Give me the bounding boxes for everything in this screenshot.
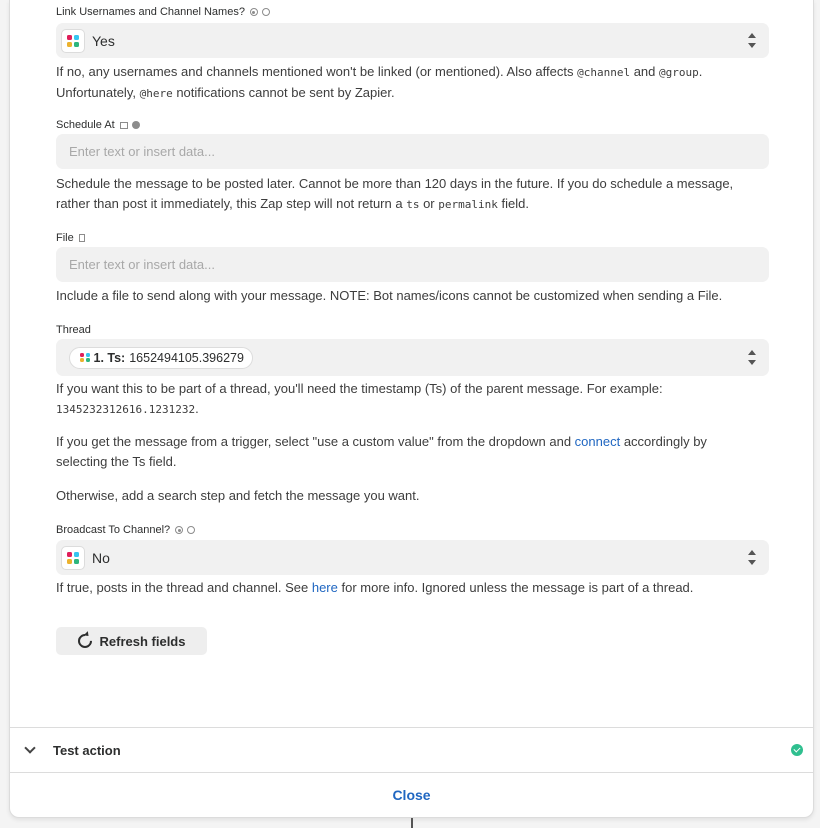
radio-icons (175, 526, 195, 534)
refresh-fields-button[interactable] (56, 627, 207, 655)
caret-updown-icon (748, 550, 756, 565)
refresh-icon (75, 631, 95, 651)
field-label-broadcast (56, 524, 195, 536)
calendar-icon (120, 122, 128, 129)
broadcast-select[interactable] (56, 540, 769, 575)
link-usernames-select[interactable] (56, 23, 769, 58)
radio-unselected-icon (187, 526, 195, 534)
radio-selected-icon (250, 8, 258, 16)
refresh-label: Refresh fields (99, 633, 186, 649)
thread-help-1: If you want this to be part of a thread, you'll need the timestamp (Ts) of the parent message. For example: 1345232312616.1231232. (56, 381, 663, 416)
slack-icon (80, 353, 90, 363)
field-label-schedule-at (56, 119, 140, 131)
radio-icons (250, 8, 270, 16)
here-link[interactable]: here (311, 580, 338, 595)
radio-selected-icon (175, 526, 183, 534)
pill-value: 1652494105.396279 (129, 350, 244, 365)
check-circle-icon (791, 744, 803, 756)
schedule-at-help: Schedule the message to be posted later. Cannot be more than 120 days in the future. If you do schedule a message, rather than post it immediately, this Zap step will not return a ts or permalink field. (56, 176, 734, 211)
input-placeholder: Enter text or insert data... (69, 144, 215, 159)
label-text: Broadcast To Channel? (56, 524, 171, 536)
radio-unselected-icon (262, 8, 270, 16)
action-panel (9, 0, 814, 818)
label-text: Schedule At (56, 119, 115, 131)
pill-label: 1. Ts: (93, 350, 126, 365)
thread-select[interactable] (56, 339, 769, 376)
thread-help-3: Otherwise, add a search step and fetch the message you want. (56, 488, 420, 503)
schedule-at-input[interactable] (56, 134, 769, 169)
field-label-file (56, 232, 85, 244)
input-placeholder: Enter text or insert data... (69, 257, 215, 272)
label-text: Thread (56, 324, 91, 336)
link-usernames-help: If no, any usernames and channels mentioned won't be linked (or mentioned). Also affects @channel and @group. Unfortunately, @here notifications cannot be sent by Zapier. (56, 64, 703, 100)
field-label-link-usernames (56, 6, 270, 18)
file-icon (79, 234, 85, 242)
test-action-label: Test action (53, 742, 121, 758)
broadcast-help: If true, posts in the thread and channel. See here for more info. Ignored unless the message is part of a thread. (56, 580, 694, 595)
label-text: File (56, 232, 74, 244)
caret-updown-icon (748, 350, 756, 365)
close-button[interactable]: Close (392, 787, 431, 803)
file-input[interactable] (56, 247, 769, 282)
connect-link[interactable]: connect (574, 434, 621, 449)
label-text: Link Usernames and Channel Names? (56, 6, 245, 18)
select-value: No (92, 549, 110, 566)
chevron-down-icon (24, 742, 35, 753)
close-row (10, 773, 813, 817)
test-action-header[interactable] (10, 728, 813, 772)
caret-updown-icon (748, 33, 756, 48)
field-label-thread (56, 324, 91, 336)
slack-icon (61, 546, 85, 570)
slack-icon (61, 29, 85, 53)
step-connector-line (411, 818, 413, 828)
thread-data-pill[interactable] (69, 347, 253, 369)
select-value: Yes (92, 32, 115, 49)
thread-help-2: If you get the message from a trigger, select "use a custom value" from the dropdown and connect accordingly by selecting the Ts field. (56, 434, 707, 469)
clock-icon (132, 121, 140, 129)
file-help: Include a file to send along with your message. NOTE: Bot names/icons cannot be customized when sending a File. (56, 288, 723, 303)
